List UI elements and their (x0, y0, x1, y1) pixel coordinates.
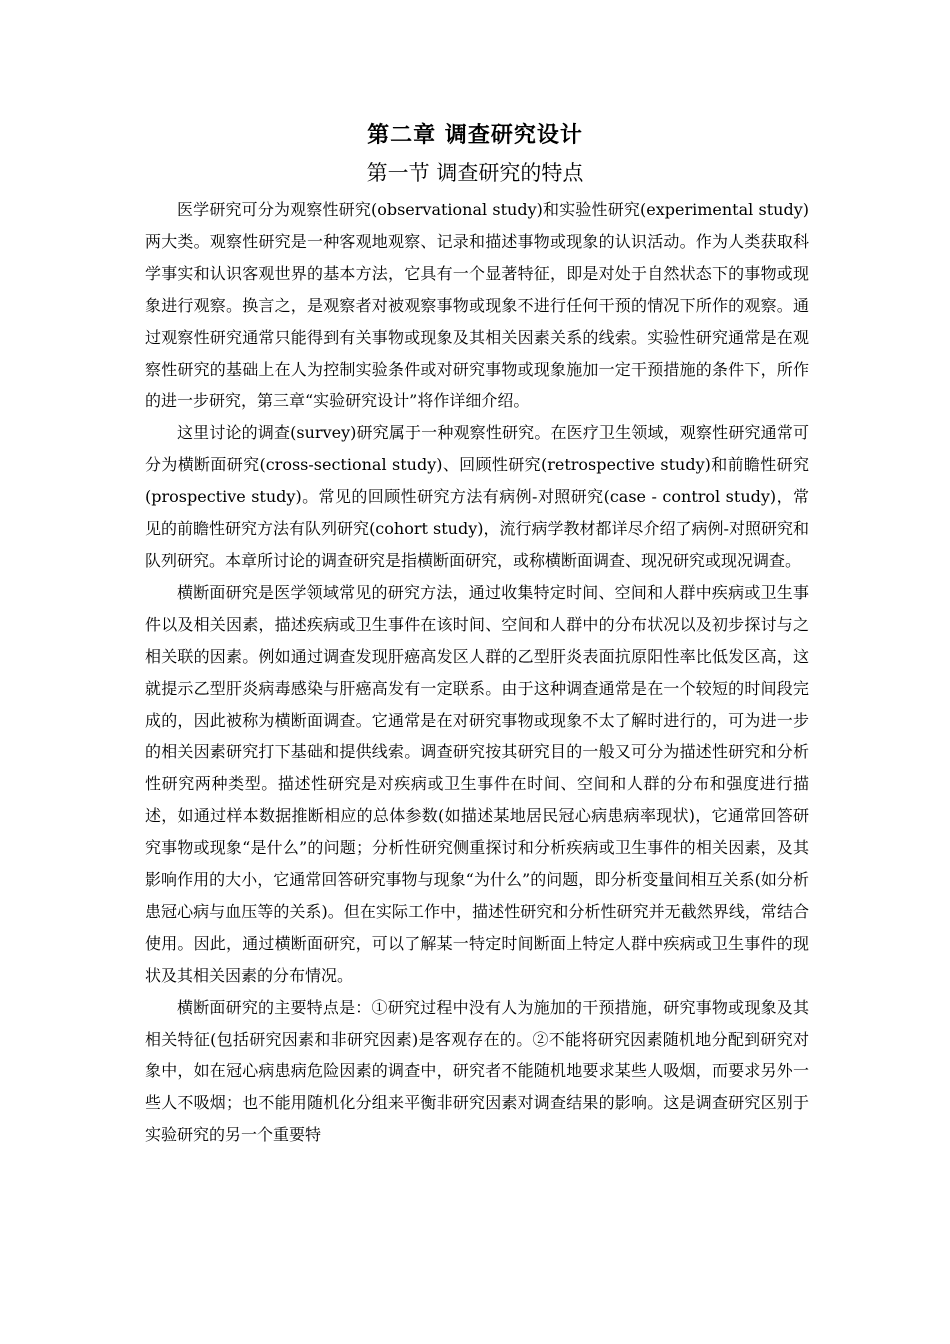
paragraph: 横断面研究是医学领域常见的研究方法，通过收集特定时间、空间和人群中疾病或卫生事件以及相关因素，描述疾病或卫生事件在该时间、空间和人群中的分布状况以及初步探讨与之相关联的因素。例如通过调查发现肝癌高发区人群的乙型肝炎表面抗原阳性率比低发区高，这就提示乙型肝炎病毒感染与肝癌高发有一定联系。由于这种调查通常是在一个较短的时间段完成的，因此被称为横断面调查。它通常是在对研究事物或现象不太了解时进行的，可为进一步的相关因素研究打下基础和提供线索。调查研究按其研究目的一般又可分为描述性研究和分析性研究两种类型。描述性研究是对疾病或卫生事件在时间、空间和人群的分布和强度进行描述，如通过样本数据推断相应的总体参数(如描述某地居民冠心病患病率现状)，它通常回答研究事物或现象“是什么”的问题；分析性研究侧重探讨和分析疾病或卫生事件的相关因素，及其影响作用的大小，它通常回答研究事物与现象“为什么”的问题，即分析变量间相互关系(如分析患冠心病与血压等的关系)。但在实际工作中，描述性研究和分析性研究并无截然界线，常结合使用。因此，通过横断面研究，可以了解某一特定时间断面上特定人群中疾病或卫生事件的现状及其相关因素的分布情况。 (145, 582, 809, 985)
paragraph: 医学研究可分为观察性研究(observational study)和实验性研究(experimental study)两大类。观察性研究是一种客观地观察、记录和描述事物或现象的认识活动。作为人类获取科学事实和认识客观世界的基本方法，它具有一个显著特征，即是对处于自然状态下的事物或现象进行观察。换言之，是观察者对被观察事物或现象不进行任何干预的情况下所作的观察。通过观察性研究通常只能得到有关事物或现象及其相关因素关系的线索。实验性研究通常是在观察性研究的基础上在人为控制实验条件或对研究事物或现象施加一定干预措施的条件下，所作的进一步研究，第三章“实验研究设计”将作详细介绍。 (145, 200, 809, 411)
paragraph: 这里讨论的调查(survey)研究属于一种观察性研究。在医疗卫生领域，观察性研究通常可分为横断面研究(cross-sectional study)、回顾性研究(retrospective study)和前瞻性研究(prospective study)。常见的回顾性研究方法有病例-对照研究(case - control study)，常见的前瞻性研究方法有队列研究(cohort study)，流行病学教材都详尽介绍了病例-对照研究和队列研究。本章所讨论的调查研究是指横断面研究，或称横断面调查、现况研究或现况调查。 (145, 423, 809, 570)
body-text (145, 194, 809, 1151)
paragraph: 横断面研究的主要特点是：①研究过程中没有人为施加的干预措施，研究事物或现象及其相关特征(包括研究因素和非研究因素)是客观存在的。②不能将研究因素随机地分配到研究对象中，如在冠心病患病危险因素的调查中，研究者不能随机地要求某些人吸烟，而要求另外一些人不吸烟；也不能用随机化分组来平衡非研究因素对调查结果的影响。这是调查研究区别于实验研究的另一个重要特 (145, 997, 809, 1145)
chapter-title: 第二章 调查研究设计 (367, 123, 583, 148)
section-title: 第一节 调查研究的特点 (366, 161, 584, 185)
